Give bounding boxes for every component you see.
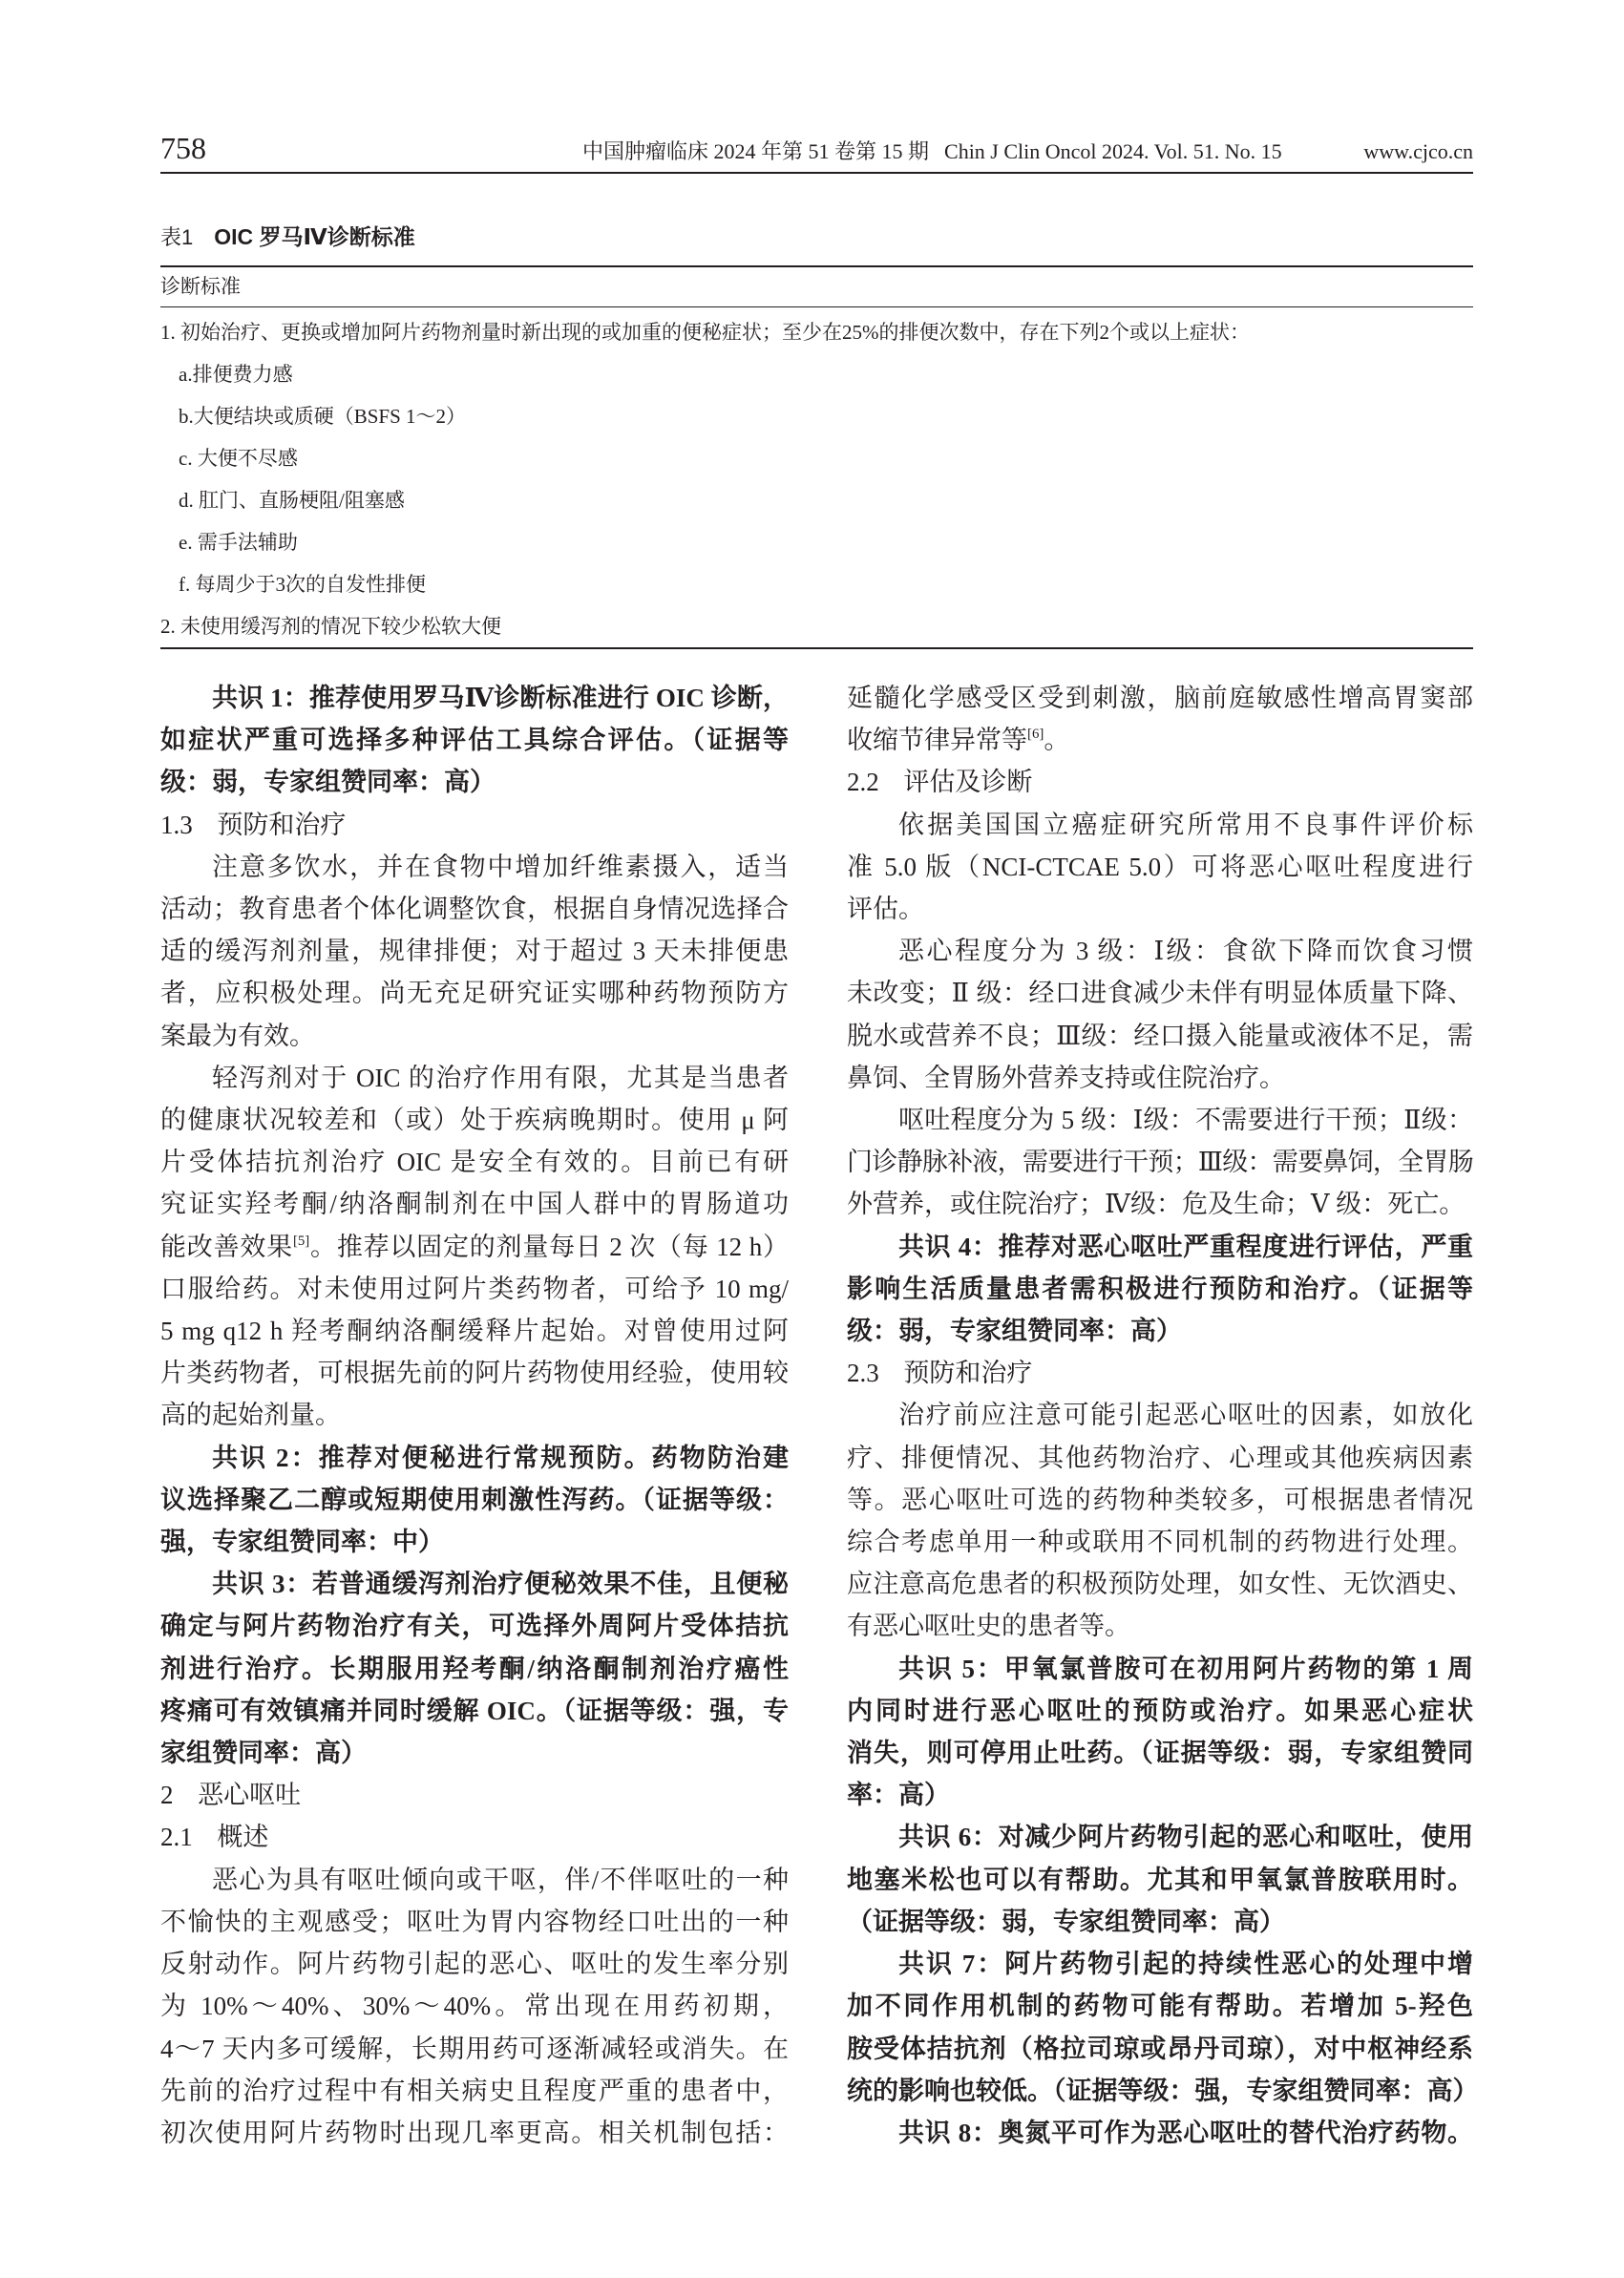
table-body	[160, 307, 1473, 647]
text-line: 共识 2：推荐对便秘进行常规预防。药物防治建	[212, 1443, 789, 1472]
text-line: 确定与阿片药物治疗有关，可选择外周阿片受体拮抗	[160, 1612, 789, 1641]
text-line: 适的缓泻剂剂量，规律排便；对于超过 3 天未排便患	[160, 937, 789, 966]
text-line: 共识 3：若普通缓泻剂治疗便秘效果不佳，且便秘	[212, 1570, 789, 1599]
table-row: a.排便费力感	[179, 363, 293, 386]
text-line: 不愉快的主观感受；呕吐为胃内容物经口吐出的一种	[160, 1907, 789, 1936]
table-row: d. 肛门、直肠梗阻/阻塞感	[179, 489, 405, 512]
text-line: 者，应积极处理。尚无充足研究证实哪种药物预防方	[160, 979, 789, 1008]
text-line: 延髓化学感受区受到刺激，脑前庭敏感性增高胃窦部	[847, 684, 1473, 712]
consensus-statement	[847, 2112, 1473, 2154]
text-line: 共识 1：推荐使用罗马Ⅳ诊断标准进行 OIC 诊断，	[212, 684, 789, 712]
table-row: f. 每周少于3次的自发性排便	[179, 573, 426, 596]
text-line: 外营养，或住院治疗；Ⅳ级：危及生命；Ⅴ 级：死亡。	[847, 1190, 1466, 1219]
body-paragraph	[847, 930, 1473, 1099]
text-line: 如症状严重可选择多种评估工具综合评估。（证据等	[160, 726, 789, 755]
table-label: 表1	[160, 225, 194, 249]
text-line: 4～7 天内多可缓解，长期用药可逐渐减轻或消失。在	[160, 2034, 789, 2063]
text-line: 评估。	[847, 895, 924, 924]
text-line: 活动；教育患者个体化调整饮食，根据自身情况选择合	[160, 895, 789, 924]
text-line: 恶心程度分为 3 级：Ⅰ级：食欲下降而饮食习惯	[898, 937, 1473, 966]
section-heading	[847, 761, 1473, 803]
text-line: 共识 7：阿片药物引起的持续性恶心的处理中增	[898, 1950, 1473, 1979]
text-line: （证据等级：弱，专家组赞同率：高）	[847, 1907, 1285, 1936]
text-line: 恶心为具有呕吐倾向或干呕，伴/不伴呕吐的一种	[212, 1865, 789, 1894]
text-line: 先前的治疗过程中有相关病史且程度严重的患者中，	[160, 2076, 789, 2105]
text-line: 有恶心呕吐史的患者等。	[847, 1612, 1130, 1641]
body-paragraph	[160, 1859, 789, 2154]
text-line: 的健康状况较差和（或）处于疾病晚期时。使用 μ 阿	[160, 1106, 789, 1135]
text-line: 应注意高危患者的积极预防处理，如女性、无饮酒史、	[847, 1570, 1473, 1599]
section-title: 恶心呕吐	[198, 1781, 302, 1810]
body-paragraph	[160, 1057, 789, 1437]
text-segment: 收缩节律异常等	[847, 726, 1027, 755]
text-line: 高的起始剂量。	[160, 1401, 341, 1430]
text-line	[160, 1226, 789, 1268]
text-line: 准 5.0 版（NCI-CTCAE 5.0）可将恶心呕吐程度进行	[847, 852, 1473, 881]
section-title: 预防和治疗	[903, 1359, 1033, 1388]
section-number: 2.3	[847, 1359, 879, 1388]
section-heading	[160, 1816, 789, 1858]
text-line: 加不同作用机制的药物可能有帮助。若增加 5-羟色	[847, 1992, 1473, 2021]
right-text-column	[847, 677, 1479, 2154]
text-line: 强，专家组赞同率：中）	[160, 1528, 444, 1557]
text-line: 疼痛可有效镇痛并同时缓解 OIC。（证据等级：强，专	[160, 1696, 789, 1725]
text-line: 5 mg q12 h 羟考酮纳洛酮缓释片起始。对曾使用过阿	[160, 1317, 789, 1346]
text-line: 片受体拮抗剂治疗 OIC 是安全有效的。目前已有研	[160, 1148, 789, 1177]
left-text-column	[160, 677, 789, 2154]
text-line: 为 10%～40%、30%～40%。常出现在用药初期，	[160, 1992, 789, 2021]
text-line: 门诊静脉补液，需要进行干预；Ⅲ级：需要鼻饲，全胃肠	[847, 1148, 1473, 1177]
section-title: 评估及诊断	[903, 768, 1033, 797]
page-number: 758	[160, 131, 206, 165]
citation-ref: [6]	[1027, 727, 1044, 743]
section-title: 概述	[217, 1823, 269, 1852]
text-line: 等。恶心呕吐可选的药物种类较多，可根据患者情况	[847, 1485, 1473, 1514]
consensus-statement	[847, 1816, 1473, 1943]
table-row: b.大便结块或质硬（BSFS 1～2）	[179, 405, 467, 428]
text-line: 呕吐程度分为 5 级：Ⅰ级：不需要进行干预；Ⅱ级：	[898, 1106, 1473, 1135]
section-heading	[847, 1352, 1473, 1394]
text-line: 共识 5：甲氧氯普胺可在初用阿片药物的第 1 周	[898, 1654, 1473, 1683]
consensus-statement	[847, 1943, 1479, 2112]
text-line: 共识 4：推荐对恶心呕吐严重程度进行评估，严重	[898, 1232, 1473, 1261]
consensus-statement	[160, 677, 789, 804]
table-row: 1. 初始治疗、更换或增加阿片药物剂量时新出现的或加重的便秘症状；至少在25%的排便次数中，存在下列2个或以上症状：	[160, 321, 1250, 344]
table-row: e. 需手法辅助	[179, 531, 298, 554]
section-heading	[160, 804, 789, 846]
header-rule	[160, 172, 1473, 174]
consensus-statement	[160, 1563, 789, 1774]
text-line: 综合考虑单用一种或联用不同机制的药物进行处理。	[847, 1528, 1473, 1557]
journal-name-cn: 中国肿瘤临床 2024 年第 51 卷第 15 期	[582, 139, 930, 163]
consensus-statement	[847, 1226, 1473, 1353]
text-line: 轻泻剂对于 OIC 的治疗作用有限，尤其是当患者	[212, 1063, 789, 1092]
section-title: 预防和治疗	[217, 810, 347, 839]
table-row: c. 大便不尽感	[179, 447, 298, 470]
body-paragraph	[847, 1394, 1473, 1647]
table-caption	[160, 224, 415, 250]
text-segment: 。	[1044, 726, 1070, 755]
consensus-statement	[847, 1648, 1473, 1817]
consensus-statement	[160, 1437, 789, 1564]
section-heading	[160, 1774, 789, 1816]
text-line: 内同时进行恶心呕吐的预防或治疗。如果恶心症状	[847, 1696, 1473, 1725]
table-column-header: 诊断标准	[160, 267, 1473, 307]
table-title: OIC 罗马Ⅳ诊断标准	[214, 224, 415, 249]
section-number: 2.2	[847, 768, 879, 797]
text-line	[847, 719, 1473, 761]
text-line: 初次使用阿片药物时出现几率更高。相关机制包括：	[160, 2118, 789, 2147]
body-paragraph	[847, 677, 1473, 761]
section-number: 2.1	[160, 1823, 193, 1852]
text-line: 片类药物者，可根据先前的阿片药物使用经验，使用较	[160, 1359, 789, 1388]
body-paragraph	[847, 804, 1473, 931]
text-line: 地塞米松也可以有帮助。尤其和甲氧氯普胺联用时。	[847, 1865, 1473, 1894]
text-line: 消失，则可停用止吐药。（证据等级：弱，专家组赞同	[847, 1739, 1473, 1768]
journal-info	[582, 139, 1282, 164]
journal-name-en: Chin J Clin Oncol 2024. Vol. 51. No. 15	[944, 139, 1282, 163]
text-line: 议选择聚乙二醇或短期使用刺激性泻药。（证据等级：	[160, 1485, 789, 1514]
text-line: 鼻饲、全胃肠外营养支持或住院治疗。	[847, 1063, 1285, 1092]
text-line: 家组赞同率：高）	[160, 1739, 367, 1768]
text-line: 胺受体拮抗剂（格拉司琼或昂丹司琼），对中枢神经系	[847, 2034, 1473, 2063]
text-segment: 。推荐以固定的剂量每日 2 次（每 12 h）	[309, 1232, 789, 1261]
text-line: 剂进行治疗。长期服用羟考酮/纳洛酮制剂治疗癌性	[160, 1654, 789, 1683]
text-line: 反射动作。阿片药物引起的恶心、呕吐的发生率分别	[160, 1950, 789, 1979]
table-row: 2. 未使用缓泻剂的情况下较少松软大便	[160, 615, 501, 638]
text-line: 案最为有效。	[160, 1021, 315, 1050]
text-line: 未改变；Ⅱ 级：经口进食减少未伴有明显体质量下降、	[847, 979, 1473, 1008]
text-line: 共识 8：奥氮平可作为恶心呕吐的替代治疗药物。	[898, 2118, 1473, 2147]
body-paragraph	[160, 846, 789, 1057]
text-segment: 能改善效果	[160, 1232, 293, 1261]
text-line: 疗、排便情况、其他药物治疗、心理或其他疾病因素	[847, 1443, 1473, 1472]
text-line: 共识 6：对减少阿片药物引起的恶心和呕吐，使用	[898, 1823, 1473, 1852]
text-line: 治疗前应注意可能引起恶心呕吐的因素，如放化	[898, 1401, 1473, 1430]
diagnostic-criteria-table	[160, 265, 1473, 649]
text-line: 究证实羟考酮/纳洛酮制剂在中国人群中的胃肠道功	[160, 1190, 789, 1219]
text-line: 影响生活质量患者需积极进行预防和治疗。（证据等	[847, 1274, 1473, 1303]
journal-url: www.cjco.cn	[1363, 139, 1473, 163]
text-line: 口服给药。对未使用过阿片类药物者，可给予 10 mg/	[160, 1274, 789, 1303]
section-number: 1.3	[160, 810, 193, 839]
text-line: 率：高）	[847, 1781, 950, 1810]
text-line: 级：弱，专家组赞同率：高）	[160, 768, 496, 797]
text-line: 级：弱，专家组赞同率：高）	[847, 1317, 1182, 1346]
text-line: 注意多饮水，并在食物中增加纤维素摄入，适当	[212, 852, 789, 881]
text-line: 统的影响也较低。（证据等级：强，专家组赞同率：高）	[847, 2076, 1479, 2105]
citation-ref: [5]	[292, 1233, 310, 1249]
text-line: 依据美国国立癌症研究所常用不良事件评价标	[898, 810, 1473, 839]
section-number: 2	[160, 1781, 174, 1810]
text-line: 脱水或营养不良；Ⅲ级：经口摄入能量或液体不足，需	[847, 1021, 1473, 1050]
body-paragraph	[847, 1099, 1473, 1226]
